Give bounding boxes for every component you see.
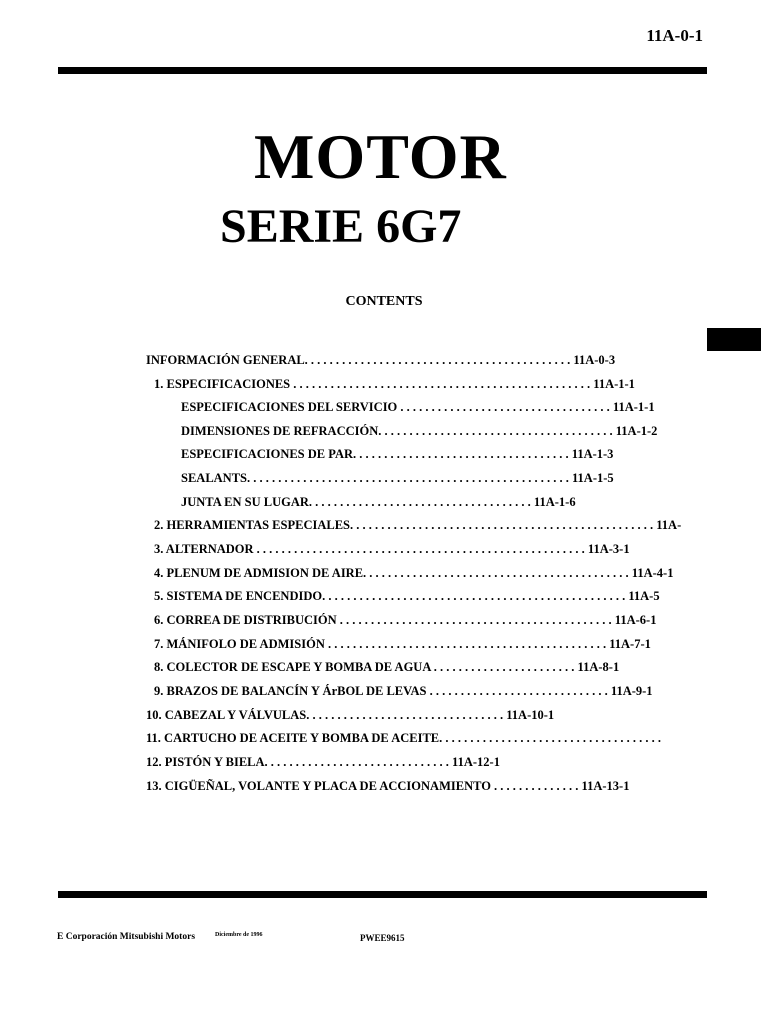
footer-document-code: PWEE9615 — [360, 933, 405, 943]
toc-entry-brazos-balancin[interactable]: 9. BRAZOS DE BALANCÍN Y ÁrBOL DE LEVAS . . . . . . . . . . . . . . . . . . . . . . . . . . . . . 11A-9-1 — [154, 684, 653, 698]
contents-heading: CONTENTS — [345, 294, 423, 309]
toc-entry-colector-escape[interactable]: 8. COLECTOR DE ESCAPE Y BOMBA DE AGUA . . . . . . . . . . . . . . . . . . . . . . . 11A-8-1 — [154, 660, 620, 674]
toc-entry-informacion-general[interactable]: INFORMACIÓN GENERAL. . . . . . . . . . . . . . . . . . . . . . . . . . . . . . . . . . . . . . . . . . . 11A-0-3 — [146, 353, 616, 367]
toc-entry-plenum-admision[interactable]: 4. PLENUM DE ADMISION DE AIRE. . . . . . . . . . . . . . . . . . . . . . . . . . . . . . . . . . . . . . . . . . . 11A-4-1 — [154, 566, 674, 580]
toc-entry-manifolo-admision[interactable]: 7. MÁNIFOLO DE ADMISIÓN . . . . . . . . . . . . . . . . . . . . . . . . . . . . . . . . . . . . . . . . . . . . . 11A-7-1 — [154, 637, 651, 651]
toc-entry-piston-biela[interactable]: 12. PISTÓN Y BIELA. . . . . . . . . . . . . . . . . . . . . . . . . . . . . . 11A-12-1 — [146, 755, 500, 769]
toc-entry-especificaciones-servicio[interactable]: ESPECIFICACIONES DEL SERVICIO . . . . . . . . . . . . . . . . . . . . . . . . . . . . . . . . . . 11A-1-1 — [181, 400, 655, 414]
document-title: MOTOR — [254, 121, 507, 192]
toc-entry-especificaciones-par[interactable]: ESPECIFICACIONES DE PAR. . . . . . . . . . . . . . . . . . . . . . . . . . . . . . . . . . . 11A-1-3 — [181, 447, 614, 461]
document-subtitle: SERIE 6G7 — [220, 200, 462, 253]
toc-entry-dimensiones-refraccion[interactable]: DIMENSIONES DE REFRACCIÓN. . . . . . . . . . . . . . . . . . . . . . . . . . . . . . . . . . . . . . 11A-1-2 — [181, 424, 658, 438]
toc-entry-ciguenal-volante[interactable]: 13. CIGÜEÑAL, VOLANTE Y PLACA DE ACCIONAMIENTO . . . . . . . . . . . . . . 11A-13-1 — [146, 779, 630, 793]
toc-entry-especificaciones[interactable]: 1. ESPECIFICACIONES . . . . . . . . . . . . . . . . . . . . . . . . . . . . . . . . . . . . . . . . . . . . . . . . 11A-1-1 — [154, 377, 635, 391]
toc-entry-junta-en-su-lugar[interactable]: JUNTA EN SU LUGAR. . . . . . . . . . . . . . . . . . . . . . . . . . . . . . . . . . . . 11A-1-6 — [181, 495, 576, 509]
toc-entry-cabezal-valvulas[interactable]: 10. CABEZAL Y VÁLVULAS. . . . . . . . . . . . . . . . . . . . . . . . . . . . . . . . 11A-10-1 — [146, 708, 555, 722]
toc-entry-correa-distribucion[interactable]: 6. CORREA DE DISTRIBUCIÓN . . . . . . . . . . . . . . . . . . . . . . . . . . . . . . . . . . . . . . . . . . . . 11A-6-1 — [154, 613, 657, 627]
footer-date: Diciembre de 1996 — [215, 932, 263, 938]
toc-entry-cartucho-aceite[interactable]: 11. CARTUCHO DE ACEITE Y BOMBA DE ACEITE. . . . . . . . . . . . . . . . . . . . . . . . . . . . . . . . . . . . — [146, 731, 662, 745]
page-number: 11A-0-1 — [646, 26, 703, 45]
toc-entry-herramientas-especiales[interactable]: 2. HERRAMIENTAS ESPECIALES. . . . . . . . . . . . . . . . . . . . . . . . . . . . . . . . . . . . . . . . . . . . . . . . . 11A- — [154, 518, 682, 532]
toc-entry-sistema-encendido[interactable]: 5. SISTEMA DE ENCENDIDO. . . . . . . . . . . . . . . . . . . . . . . . . . . . . . . . . . . . . . . . . . . . . . . . . 11A-5 — [154, 589, 660, 603]
toc-entry-alternador[interactable]: 3. ALTERNADOR . . . . . . . . . . . . . . . . . . . . . . . . . . . . . . . . . . . . . . . . . . . . . . . . . . . . . 11A-3-1 — [154, 542, 630, 556]
bottom-rule — [58, 891, 707, 898]
toc-entry-sealants[interactable]: SEALANTS. . . . . . . . . . . . . . . . . . . . . . . . . . . . . . . . . . . . . . . . . . . . . . . . . . . . 11A-1-5 — [181, 471, 614, 485]
footer-copyright: E Corporación Mitsubishi Motors — [57, 932, 196, 942]
